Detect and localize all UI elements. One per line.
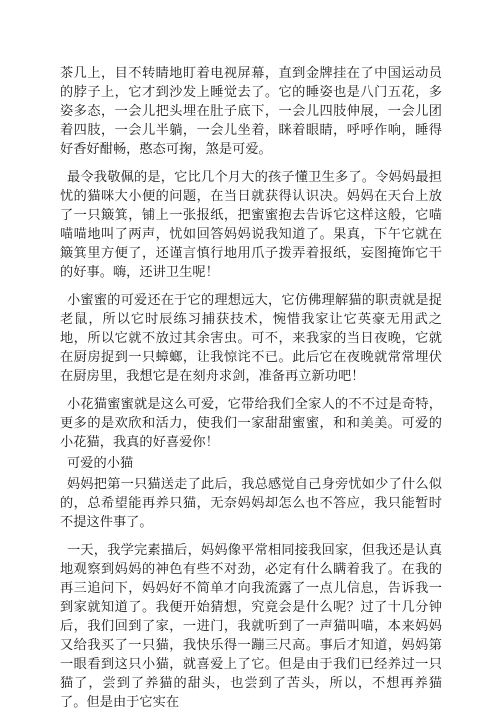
paragraph-hygiene: 最令我敬佩的是，它比几个月大的孩子懂卫生多了。令妈妈最担忧的猫咪大小便的问题，在当日就获得认识决。妈妈在天台上放了一只簸箕，铺上一张报纸，把蜜蜜抱去告诉它这样这般，它喵喵喵地叫了两声，忧如回答妈妈说我知道了。果真，下午它就在簸箕里方便了，还谨言慎行地用爪子拨弄着报纸，妄图掩饰它干的好事。嗨，还讲卫生呢！ (60, 170, 442, 280)
paragraph-first-cat: 妈妈把第一只猫送走了此后，我总感觉自己身旁忧如少了什么似的，总希望能再养只猫，无奈妈妈却怎么也不答应，我只能暂时不提这件事了。 (60, 477, 442, 530)
paragraph-conclusion: 小花猫蜜蜜就是这么可爱，它带给我们全家人的不不过是奇特，更多的是欢欣和活力，使我们一家甜甜蜜蜜，和和美美。可爱的小花猫，我真的好喜爱你！ (60, 397, 442, 450)
paragraph-sleeping-cat: 茶几上，目不转睛地盯着电视屏幕，直到金牌挂在了中国运动员的脖子上，它才到沙发上睡觉去了。它的睡姿也是八门五花，多姿多态，一会儿把头埋在肚子底下，一会儿四肢伸展，一会儿团着四肢，一会儿半躺，一会儿坐着，眯着眼睛，呼呼作响，睡得好香好酣畅，憨态可掬，煞是可爱。 (60, 66, 442, 157)
article-body (60, 64, 442, 712)
paragraph-hunting: 小蜜蜜的可爱还在于它的理想远大，它仿佛理解猫的职责就是捉老鼠，所以它时辰练习捕获技术，惋惜我家让它英豪无用武之地，所以它就不放过其余害虫。可不，来我家的当日夜晚，它就在厨房捉到一只蟑螂，让我惊诧不已。此后它在夜晚就常常埋伏在厨房里，我想它是在刻舟求剑，准备再立新功吧！ (60, 293, 442, 384)
section-heading: 可爱的小猫 (67, 456, 134, 471)
paragraph-new-cat: 一天，我学完素描后，妈妈像平常相同接我回家，但我还是认真地观察到妈妈的神色有些不对劲，必定有什么瞒着我了。在我的再三追问下，妈妈好不简单才向我流露了一点儿信息，告诉我一到家就知道了。我便开始猜想，究竟会是什么呢？过了十几分钟后，我们回到了家，一进门，我就听到了一声猫叫喵，本来妈妈又给我买了一只猫，我快乐得一蹦三尺高。事后才知道，妈妈第一眼看到这只小猫，就喜爱上了它。但是由于我们已经养过一只猫了，尝到了养猫的甜头，也尝到了苦头，所以，不想再养猫了。但是由于它实在 (60, 543, 442, 710)
